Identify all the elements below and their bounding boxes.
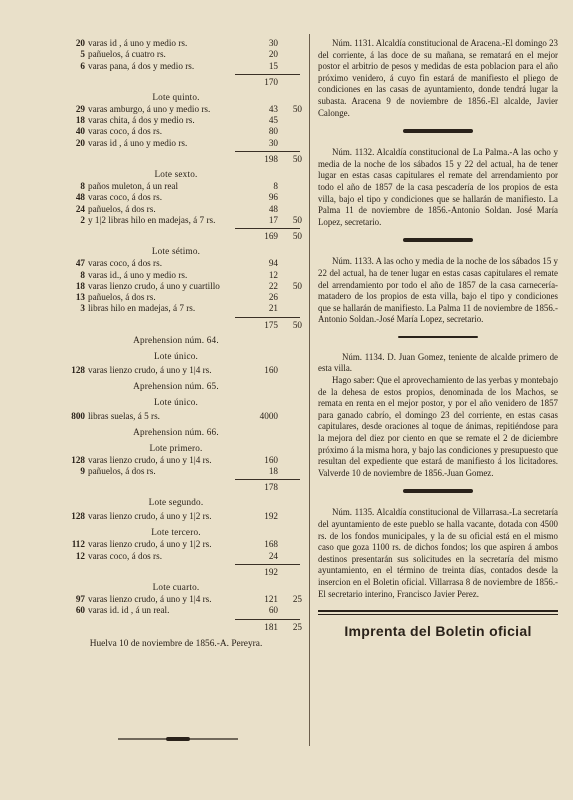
total-price: 178	[264, 482, 278, 493]
quantity: 3	[80, 303, 85, 314]
inventory-row	[52, 292, 300, 303]
inventory-row	[52, 509, 300, 523]
item-description: varas id , á uno y medio rs.	[88, 38, 188, 48]
quantity: 8	[80, 181, 85, 192]
sum-rule	[235, 317, 300, 318]
item-description: paños muleton, á un real	[88, 181, 179, 192]
item-description: y 1|2 libras hilo en madejas, á 7 rs.	[88, 214, 216, 225]
inventory-row	[52, 281, 300, 292]
item-description: varas lienzo crudo, á uno y 1|4 rs.	[88, 454, 212, 465]
ornament-divider	[118, 736, 238, 742]
lot-heading: Lote único.	[153, 396, 199, 407]
price: 96	[268, 192, 278, 203]
price: 17	[268, 214, 278, 225]
column-divider	[309, 34, 310, 746]
price: 4000	[259, 410, 278, 421]
inventory-row	[52, 466, 300, 477]
price: 30	[268, 38, 278, 48]
sum-rule	[235, 619, 300, 620]
quantity: 40	[75, 126, 85, 137]
item-description: pañuelos, á dos rs.	[88, 292, 156, 303]
cents: 50	[292, 214, 302, 225]
price: 94	[268, 258, 278, 269]
inventory-row	[52, 455, 300, 466]
quantity: 112	[71, 539, 85, 550]
total-price: 169	[264, 231, 278, 242]
price: 48	[268, 203, 278, 214]
price: 60	[268, 605, 278, 616]
notice-text: Núm. 1132. Alcaldía constitucional de La Palma.-A las ocho y media de la noche de los sábados 15 y 22 del actual, ha de tener lugar en estas casas capitulares el remate del arrendamiento por todo el año de 1857 de la casa pescadería de los propios de esta villa, bajo el tipo y condiciones que se hallarán de manifiesto. La Palma 11 de noviembre de 1856.-Antonio Soldan. José María Lopez, secretario.	[318, 147, 558, 227]
inventory-row	[52, 270, 300, 281]
notice-text: Núm. 1131. Alcaldía constitucional de Aracena.-El domingo 23 del corriente, á las doce de su mañana, se rematará en el mejor postor el arbitrio de pesos y medidas de esta poblacion para el año próximo venidero, á cuyo fin estará de manifiesto el pliego de condiciones en las casas de ayuntamiento, donde tendrá lugar la subasta. Aracena 9 de noviembre de 1856.-El alcalde, Javier Calonge.	[318, 38, 558, 118]
notice-text: Núm. 1133. A las ocho y media de la noche de los sábados 15 y 22 del actual, ha de tener lugar en estas casas capitulares el remate del arrendamiento por todo el año de 1857 de la casa carnecería-matadero de los propios de esta villa, bajo el tipo y condiciones que se hallarán de manifiesto. La Palma 11 de noviembre de 1856.-Antonio Soldan.-José María Lopez, secretario.	[318, 256, 558, 325]
price: 30	[268, 137, 278, 148]
price: 160	[264, 364, 278, 375]
total-cents: 25	[292, 621, 302, 632]
footer-rule	[318, 610, 558, 615]
inventory-row	[52, 551, 300, 562]
item-description: varas id. id , á un real.	[88, 605, 170, 616]
price: 168	[264, 539, 278, 550]
inventory-row	[52, 126, 300, 137]
quantity: 20	[75, 38, 85, 48]
notice-text: Hago saber: Que el aprovechamiento de las yerbas y montebajo de la dehesa de estos propios, denominada de los Machos, se remata en renta en el mejor postor, y por el año venidero de 1857 para ganado cabrío, el domingo 23 del corriente, en estas casas capitulares, desde oraciones al toque de ánimas, repitiéndose para la mejora del diez por ciento en que se remate el 2 de diciembre próximo á la misma hora, y bajo las condiciones y presupuesto que resultan del expediente que estará de manifiesto á los licitadores. Valverde 10 de noviembre de 1856.-Juan Gomez.	[318, 375, 558, 478]
inventory-row	[52, 303, 300, 314]
item-description: varas amburgo, á uno y medio rs.	[88, 103, 211, 114]
item-description: varas lienzo crudo, á uno y cuartillo	[88, 280, 220, 291]
price: 21	[268, 303, 278, 314]
quantity: 128	[71, 454, 85, 465]
inventory-row	[52, 181, 300, 192]
price: 43	[268, 103, 278, 114]
quantity: 9	[80, 466, 85, 477]
item-description: pañuelos, á dos rs.	[88, 466, 156, 477]
item-description: varas pana, á dos y medio rs.	[88, 60, 195, 71]
inventory-row	[52, 605, 300, 616]
lot-heading: Lote primero.	[149, 442, 203, 453]
total-price: 192	[264, 566, 278, 577]
quantity: 12	[75, 550, 85, 561]
left-column-inventory	[52, 38, 300, 649]
item-description: varas coco, á dos rs.	[88, 192, 162, 203]
item-description: varas lienzo crudo, á uno y 1|4 rs.	[88, 364, 212, 375]
item-description: varas coco, á dos rs.	[88, 550, 162, 561]
printer-footer: Imprenta del Boletin oficial	[344, 623, 532, 640]
quantity: 48	[75, 192, 85, 203]
right-column-notices	[318, 38, 558, 639]
lot-heading: Lote cuarto.	[152, 581, 200, 592]
inventory-row	[52, 409, 300, 423]
sum-rule	[235, 479, 300, 480]
lot-total	[52, 76, 300, 88]
quantity: 29	[75, 103, 85, 114]
quantity: 5	[80, 49, 85, 60]
inventory-row	[52, 192, 300, 203]
lot-heading: Lote tercero.	[151, 527, 201, 538]
quantity: 18	[75, 280, 85, 291]
total-price: 181	[264, 621, 278, 632]
quantity: 6	[80, 60, 85, 71]
price: 12	[268, 269, 278, 280]
item-description: varas lienzo crudo, á uno y 1|4 rs.	[88, 593, 212, 604]
total-price: 198	[264, 154, 278, 165]
item-description: varas coco, á dos rs.	[88, 126, 162, 137]
notice-block	[318, 256, 558, 326]
notice-heading: Núm. 1134. D. Juan Gomez, teniente de alcalde primero de esta villa.	[318, 351, 558, 374]
inventory-row	[52, 49, 300, 60]
sum-rule	[235, 564, 300, 565]
cents: 50	[292, 280, 302, 291]
sum-rule	[235, 228, 300, 229]
quantity: 24	[75, 203, 85, 214]
price: 22	[268, 280, 278, 291]
price: 15	[268, 60, 278, 71]
signature: Huelva 10 de noviembre de 1856.-A. Pereyra.	[89, 638, 263, 649]
cents: 50	[292, 103, 302, 114]
quantity: 8	[80, 269, 85, 280]
lot-total	[52, 566, 300, 578]
item-description: varas lienzo crudo, á uno y 1|2 rs.	[88, 539, 212, 550]
separator	[403, 489, 473, 493]
total-cents: 50	[292, 231, 302, 242]
lot-heading: Aprehension núm. 66.	[133, 426, 219, 437]
sum-rule	[235, 151, 300, 152]
price: 8	[273, 181, 278, 192]
item-description: libras hilo en madejas, á 7 rs.	[88, 303, 196, 314]
price: 45	[268, 115, 278, 126]
item-description: pañuelos, á cuatro rs.	[88, 49, 166, 60]
lot-heading: Lote segundo.	[148, 497, 204, 508]
quantity: 13	[75, 292, 85, 303]
quantity: 47	[75, 258, 85, 269]
lot-heading: Lote sétimo.	[151, 246, 201, 257]
separator	[398, 336, 478, 338]
lot-heading: Aprehension núm. 64.	[133, 334, 219, 345]
inventory-row	[52, 539, 300, 550]
cents: 25	[292, 593, 302, 604]
price: 160	[264, 454, 278, 465]
lot-total	[52, 621, 300, 633]
item-description: varas chita, á dos y medio rs.	[88, 115, 195, 126]
quantity: 60	[75, 605, 85, 616]
inventory-row	[52, 363, 300, 377]
item-description: varas coco, á dos rs.	[88, 258, 162, 269]
price: 80	[268, 126, 278, 137]
item-description: varas lienzo crudo, á uno y 1|2 rs.	[88, 511, 212, 522]
price: 18	[268, 466, 278, 477]
lot-total	[52, 230, 300, 242]
quantity: 20	[75, 137, 85, 148]
total-cents: 50	[292, 319, 302, 330]
total-price: 170	[264, 76, 278, 87]
price: 121	[264, 593, 278, 604]
notice-block	[318, 507, 558, 600]
separator	[403, 129, 473, 133]
notice-block	[318, 38, 558, 119]
inventory-row	[52, 258, 300, 269]
inventory-row	[52, 104, 300, 115]
inventory-row	[52, 38, 300, 49]
quantity: 97	[75, 593, 85, 604]
quantity: 128	[71, 364, 85, 375]
inventory-row	[52, 594, 300, 605]
price: 192	[264, 511, 278, 522]
lot-heading: Lote único.	[153, 350, 199, 361]
total-cents: 50	[292, 154, 302, 165]
inventory-row	[52, 215, 300, 226]
inventory-row	[52, 204, 300, 215]
lot-total	[52, 153, 300, 165]
lot-total	[52, 319, 300, 331]
notice-text: Núm. 1135. Alcaldía constitucional de Villarrasa.-La secretaría del ayuntamiento de este pueblo se halla vacante, dotada con 4500 rs. de los fondos municipales, y la de su oficial está en el mismo caso que goza 1100 rs. de dichos fondos; los que aspiren á ambos destinos presentarán sus solicitudes en la secretaría del mismo ayuntamiento, en el término de treinta días, contados desde la insercion en el Boletin oficial. Villarrasa 8 de noviembre de 1856.-El secretario interino, Francisco Javier Perez.	[318, 507, 558, 599]
sum-rule	[235, 74, 300, 75]
quantity: 18	[75, 115, 85, 126]
inventory-row	[52, 115, 300, 126]
item-description: varas id , á uno y medio rs.	[88, 137, 188, 148]
lot-heading: Lote sexto.	[154, 169, 198, 180]
inventory-row	[52, 61, 300, 72]
item-description: libras suelas, á 5 rs.	[88, 410, 160, 421]
price: 20	[268, 49, 278, 60]
total-price: 175	[264, 319, 278, 330]
price: 26	[268, 292, 278, 303]
price: 24	[268, 550, 278, 561]
quantity: 2	[80, 214, 85, 225]
inventory-row	[52, 138, 300, 149]
notice-block	[318, 147, 558, 228]
lot-heading: Lote quinto.	[152, 91, 200, 102]
lot-heading: Aprehension núm. 65.	[133, 380, 219, 391]
item-description: varas id., á uno y medio rs.	[88, 269, 188, 280]
lot-total	[52, 481, 300, 493]
quantity: 800	[71, 410, 85, 421]
quantity: 128	[71, 511, 85, 522]
notice-block	[318, 352, 558, 480]
item-description: pañuelos, á dos rs.	[88, 203, 156, 214]
separator	[403, 238, 473, 242]
